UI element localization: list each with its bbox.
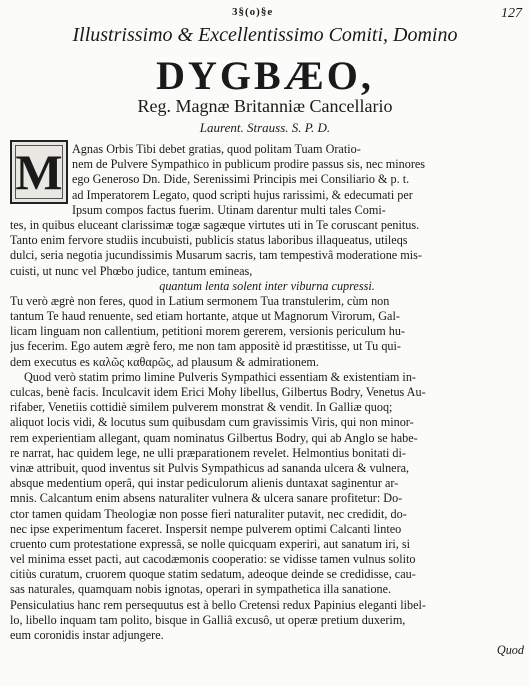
text-line: eum coronidis instar adjungere.	[10, 628, 164, 642]
author-salutation: Laurent. Strauss. S. P. D.	[199, 120, 331, 135]
decorated-initial: M	[10, 140, 68, 204]
text-line: jus fecerim. Ego autem ægrè fero, me non tam appositè id præstitisse, ut Tu qui-	[10, 339, 401, 354]
text-line: Pensiculatius hanc rem persequutus est à bello Cretensi redux Papinius eleganti libel-	[10, 597, 426, 612]
text-line: cuisti, ut nunc vel Phœbo judice, tantum emineas,	[10, 263, 253, 278]
text-line: cruento cum protestatione expressâ, se nolle quicquam experiri, aut sanatum iri, si	[10, 536, 411, 551]
text-line: aliquot locis vidi, & locutus sum quibusdam cum gravissimis Viris, qui non minor-	[10, 415, 414, 430]
text-line: Quod verò statim primo limine Pulveris Sympathici essentiam & existentiam in-	[24, 369, 416, 384]
text-line: rem experientiam allegant, quam nominatus Gilbertus Bodry, qui ab Anglo se habe-	[10, 430, 418, 445]
text-line: Tanto enim fervore studiis incubuisti, publicis status laboribus illaqueatus, utileqs	[10, 233, 408, 248]
verse-quote: quantum lenta solent inter viburna cupressi.	[159, 278, 375, 293]
text-line: ad Imperatorem Legato, quod scripti hujus rarissimi, & edecumati per	[72, 187, 413, 202]
running-head	[0, 4, 530, 20]
text-line: dem executus es καλῶς καθαρῶς, ad plausum & admirationem.	[10, 354, 319, 369]
head-ornament: 3§(o)§e	[232, 6, 274, 18]
text-line: rifaber, Venetiis cottidiè similem pulverem monstrat & vendit. In Galliæ quoq;	[10, 400, 393, 415]
text-line: dulci, seria negotia jucundissimis Musarum sacris, tam tempestivâ moderatione mis-	[10, 248, 422, 263]
text-line: Ipsum compos factus fuerim. Utinam darentur multi tales Comi-	[72, 202, 386, 217]
text-line: citiùs curatum, cruorem quoque statim sedatum, adeoque deinde se credidisse, cau-	[10, 567, 416, 582]
text-line: sas naturales, quamquam nobis ignotas, operari in sympathetica illa sanatione.	[10, 582, 392, 597]
dedicatee-office: Reg. Magnæ Britanniæ Cancellario	[137, 96, 393, 116]
text-line: vel minima esset pacti, aut cacodæmonis cooperatio: se vidisse tamen vulnus solito	[10, 552, 416, 567]
text-line: culcas, benè facis. Inculcavit idem Erici Mohy libellus, Gilbertus Bodry, Venetus Au-	[10, 385, 426, 399]
text-line: tes, in quibus eluceant clarissimæ togæ sagæque virtutes uti in Te coruscant penitus.	[10, 217, 420, 232]
text-line: tantum Te haud renuente, sed etiam hortante, atque ut Magnorum Virorum, Gal-	[10, 309, 400, 324]
dedicatee-name: DYGBÆO,	[156, 53, 374, 98]
text-line: Agnas Orbis Tibi debet gratias, quod politam Tuam Oratio-	[72, 142, 361, 156]
text-line: ego Generoso Dn. Dide, Serenissimi Principis mei Consiliario & p. t.	[72, 172, 410, 187]
page-number: 127	[501, 6, 522, 21]
text-line: licam linguam non callentium, petitioni morem gererem, versionis periculum hu-	[10, 324, 405, 339]
text-line: nem de Pulvere Sympathico in publicum prodire passus sis, nec minores	[72, 157, 426, 172]
text-line: Tu verò ægrè non feres, quod in Latium sermonem Tua transtulerim, cùm non	[10, 293, 390, 308]
text-line: ctor tamen quidam Theologiæ non posse fieri naturaliter putavit, nec credidit, do-	[10, 506, 407, 521]
letter-body	[10, 142, 524, 658]
text-line: mnis. Calcantum enim absens naturaliter vulnera & ulcera sanare profitetur: Do-	[10, 491, 403, 506]
dedication-line: Illustrissimo & Excellentissimo Comiti, Domino	[72, 24, 458, 46]
text-line: lo, libello inquam tam polito, bisque in Galliâ excusô, ut operæ pretium duxerim,	[10, 612, 406, 627]
catchword: Quod	[496, 643, 524, 658]
text-line: absque medentium operâ, qui instar pediculorum alienis duntaxat saginentur ar-	[10, 476, 399, 491]
text-line: vinæ attribuit, quod inventus sit Pulvis Sympathicus ad sananda ulcera & vulnera,	[10, 460, 410, 475]
text-line: re narrat, hac quidem lege, ne ulli præparationem revelet. Helmontius bonitati di-	[10, 445, 406, 460]
text-line: nec ipse experimentum faceret. Inspersit nempe pulverem optimi Calcanti linteo	[10, 521, 402, 536]
